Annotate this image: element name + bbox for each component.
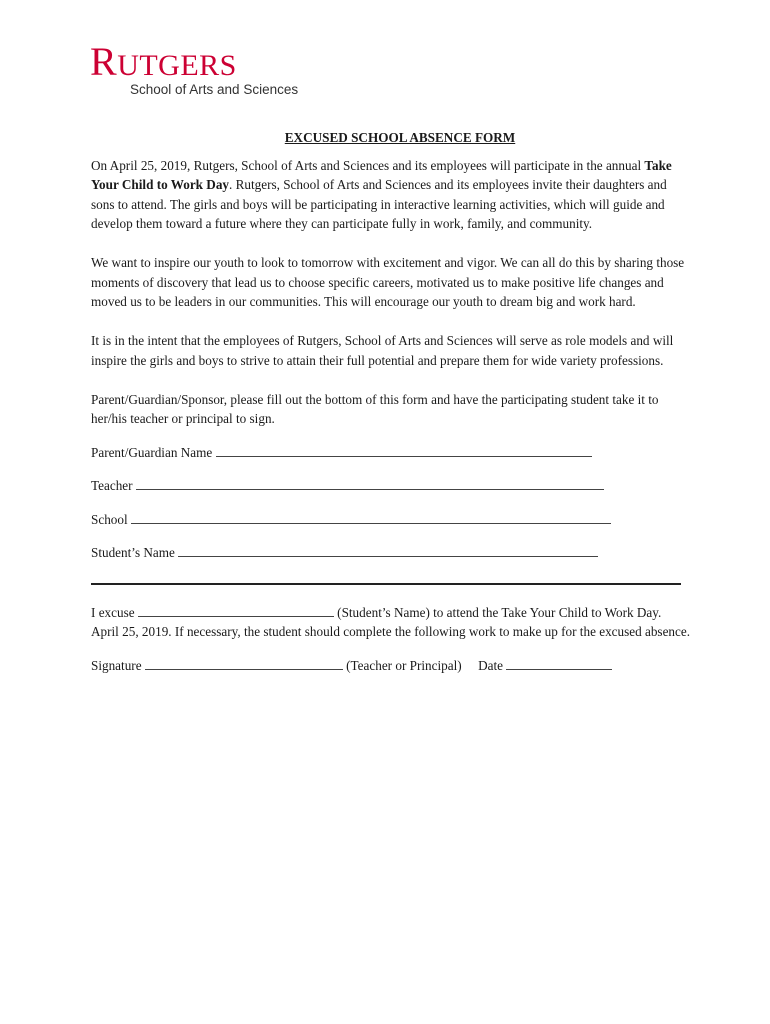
intro-text-b: . Rutgers, School of Arts and Sciences and its employees invite their daughters and sons to attend. The girls and boys will be participating in interactive learning activities, which will guide and develop them toward a future where they can participate fully in work, family, and community.	[91, 177, 667, 231]
section-divider	[91, 583, 681, 585]
excuse-paragraph	[91, 603, 691, 642]
inspire-paragraph: We want to inspire our youth to look to tomorrow with excitement and vigor. We can all do this by sharing those moments of discovery that lead us to choose specific careers, motivated us to make positive life changes and moved us to be leaders in our communities. This will encourage our youth to dream big and work hard.	[91, 255, 685, 309]
parent-name-label: Parent/Guardian Name	[91, 444, 213, 460]
logo-subtitle: School of Arts and Sciences	[130, 82, 299, 97]
intro-paragraph	[91, 156, 691, 234]
school-input[interactable]	[131, 510, 611, 524]
signature-role: (Teacher or Principal)	[346, 657, 462, 673]
signature-label: Signature	[91, 657, 142, 673]
excuse-suffix: (Student’s Name) to attend the Take Your Child to Work Day. April 25, 2019. If necessary, the student should complete the following work to make up for the excused absence.	[91, 604, 691, 639]
student-name-label: Student’s Name	[91, 545, 175, 560]
intro-text-a: On April 25, 2019, Rutgers, School of Arts and Sciences and its employees will participate in the annual	[91, 157, 645, 173]
teacher-label: Teacher	[91, 478, 133, 493]
parent-name-input[interactable]	[216, 443, 592, 457]
teacher-input[interactable]	[136, 476, 604, 490]
excused-student-input[interactable]	[138, 603, 334, 617]
excuse-prefix: I excuse	[91, 604, 135, 620]
form-title: EXCUSED SCHOOL ABSENCE FORM	[284, 130, 516, 145]
rutgers-logo	[90, 39, 299, 98]
signature-input[interactable]	[145, 656, 343, 670]
school-field	[91, 510, 691, 530]
school-label: School	[91, 511, 128, 527]
signature-row	[91, 656, 691, 676]
student-name-field	[91, 543, 691, 563]
logo-wordmark: RUTGERS	[90, 39, 237, 84]
intent-paragraph: It is in the intent that the employees of Rutgers, School of Arts and Sciences will serve as role models and will inspire the girls and boys to strive to attain their full potential and prepare them for wide variety professions.	[91, 333, 674, 368]
form-content	[91, 128, 691, 675]
instructions-paragraph: Parent/Guardian/Sponsor, please fill out the bottom of this form and have the participating student take it to her/his teacher or principal to sign.	[91, 391, 659, 426]
teacher-field	[91, 476, 691, 496]
parent-name-field	[91, 443, 691, 463]
student-name-input[interactable]	[178, 543, 598, 557]
event-name: Take Your Child to Work Day	[91, 157, 672, 192]
date-label: Date	[478, 657, 504, 673]
date-input[interactable]	[506, 656, 612, 670]
